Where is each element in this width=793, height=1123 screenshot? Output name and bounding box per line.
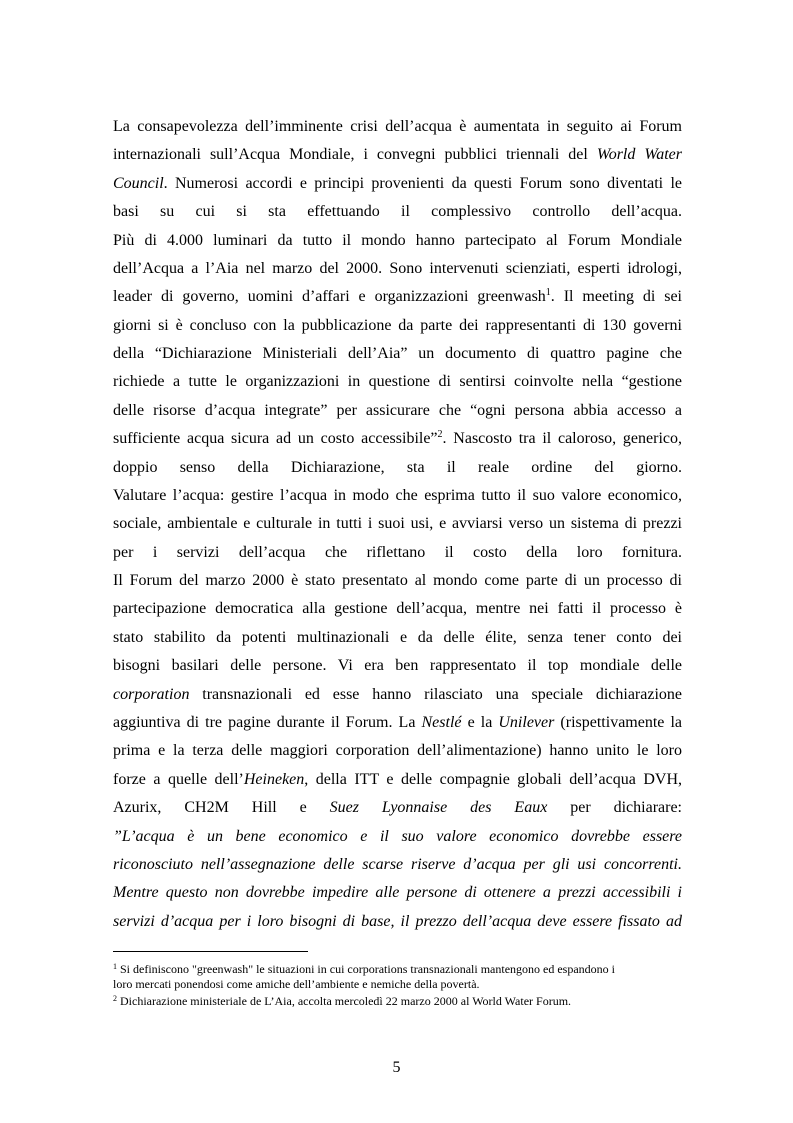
text-run: giorni si è concluso con la pubblicazione da parte dei rappresentanti di 130 governi bbox=[113, 316, 682, 334]
body-line bbox=[113, 401, 682, 421]
footnote-line bbox=[113, 962, 682, 977]
page-number: 5 bbox=[392, 1059, 401, 1076]
text-run: della “Dichiarazione Ministeriali dell’Aia” un documento di quattro pagine che bbox=[113, 345, 682, 363]
text-run: Più di 4.000 luminari da tutto il mondo hanno partecipato al Forum Mondiale bbox=[113, 231, 682, 249]
footnote-line bbox=[113, 994, 682, 1009]
body-line bbox=[113, 316, 682, 336]
body-line bbox=[113, 798, 682, 818]
italic-text: Heineken bbox=[243, 770, 305, 788]
text-run: . Numerosi accordi e principi provenienti da questi Forum sono diventati le bbox=[163, 174, 682, 192]
text-run: prima e la terza delle maggiori corporation dell’alimentazione) hanno unito le loro bbox=[113, 742, 682, 760]
text-run: forze a quelle dell’ bbox=[113, 770, 244, 788]
italic-text: Mentre questo non dovrebbe impedire alle persone di ottenere a prezzi accessibili i bbox=[113, 884, 682, 902]
text-run: basi su cui si sta effettuando il complessivo controllo dell’acqua. bbox=[113, 203, 682, 221]
text-run: partecipazione democratica alla gestione dell’acqua, mentre nei fatti il processo è bbox=[113, 600, 682, 618]
body-line bbox=[113, 599, 682, 619]
text-run: sufficiente acqua sicura ad un costo accessibile” bbox=[113, 430, 438, 448]
italic-text: Nestlé bbox=[421, 713, 462, 731]
text-run: sociale, ambientale e culturale in tutti i suoi usi, e avviarsi verso un sistema di prezzi bbox=[113, 515, 682, 533]
body-line bbox=[113, 372, 682, 392]
italic-text: servizi d’acqua per i loro bisogni di base, il prezzo dell’acqua deve essere fissato ad bbox=[113, 912, 682, 930]
text-run: Il Forum del marzo 2000 è stato presentato al mondo come parte di un processo di bbox=[113, 572, 682, 590]
body-line bbox=[113, 202, 682, 222]
body-line bbox=[113, 741, 682, 761]
body-line bbox=[113, 117, 682, 137]
body-line bbox=[113, 543, 682, 563]
text-run: Dichiarazione ministeriale de L’Aia, accolta mercoledì 22 marzo 2000 al World Water Forum. bbox=[117, 994, 572, 1008]
body-line bbox=[113, 770, 682, 790]
text-run: stato stabilito da potenti multinazionali e da delle élite, senza tener conto dei bbox=[113, 628, 682, 646]
body-line bbox=[113, 827, 682, 847]
text-run: Valutare l’acqua: gestire l’acqua in modo che esprima tutto il suo valore economico, bbox=[113, 486, 682, 504]
body-line bbox=[113, 912, 682, 932]
body-line bbox=[113, 429, 682, 449]
text-run: leader di governo, uomini d’affari e organizzazioni greenwash bbox=[113, 288, 546, 306]
italic-text: ”L’acqua è un bene economico e il suo valore economico dovrebbe essere bbox=[113, 827, 682, 845]
text-run: transnazionali ed esse hanno rilasciato una speciale dichiarazione bbox=[189, 685, 682, 703]
footnote-ref: 2 bbox=[113, 994, 117, 1003]
text-run: internazionali sull’Acqua Mondiale, i convegni pubblici triennali del bbox=[113, 146, 597, 164]
text-run: . Il meeting di sei bbox=[550, 288, 683, 306]
italic-text: World Water bbox=[596, 146, 683, 164]
text-run: La consapevolezza dell’imminente crisi dell’acqua è aumentata in seguito ai Forum bbox=[113, 118, 682, 135]
body-line bbox=[113, 486, 682, 506]
body-line bbox=[113, 855, 682, 875]
text-run: Si definiscono "greenwash" le situazioni in cui corporations transnazionali mantengono ed espandono i bbox=[117, 962, 616, 976]
text-run: bisogni basilari delle persone. Vi era ben rappresentato il top mondiale delle bbox=[113, 657, 682, 675]
text-run: delle risorse d’acqua integrate” per assicurare che “ogni persona abbia accesso a bbox=[113, 401, 682, 419]
text-run: . Nascosto tra il caloroso, generico, bbox=[442, 430, 683, 448]
footnote-ref: 1 bbox=[113, 962, 117, 971]
body-line bbox=[113, 344, 682, 364]
body-line bbox=[113, 174, 682, 194]
text-run: per i servizi dell’acqua che riflettano il costo della loro fornitura. bbox=[113, 543, 682, 561]
text-run: (rispettivamente la bbox=[554, 713, 683, 731]
body-line bbox=[113, 514, 682, 534]
text-run: , della ITT e delle compagnie globali dell’acqua DVH, bbox=[304, 770, 683, 788]
italic-text: Council bbox=[113, 174, 164, 192]
text-run: Azurix, CH2M Hill e bbox=[113, 799, 330, 817]
body-line bbox=[113, 287, 682, 307]
body-line bbox=[113, 656, 682, 676]
text-run: richiede a tutte le organizzazioni in questione di sentirsi coinvolte nella “gestione bbox=[113, 373, 682, 391]
text-run: doppio senso della Dichiarazione, sta il reale ordine del giorno. bbox=[113, 458, 682, 476]
italic-text: riconosciuto nell’assegnazione delle scarse riserve d’acqua per gli usi concorrenti. bbox=[113, 855, 682, 873]
italic-text: Unilever bbox=[498, 713, 555, 731]
body-line bbox=[113, 231, 682, 251]
body-line bbox=[113, 713, 682, 733]
text-run: e la bbox=[461, 713, 499, 731]
body-line bbox=[113, 685, 682, 705]
italic-text: Suez Lyonnaise des Eaux bbox=[329, 799, 548, 817]
text-run: per dichiarare: bbox=[547, 799, 683, 817]
text-run: loro mercati ponendosi come amiche dell’ambiente e nemiche della povertà. bbox=[113, 977, 480, 991]
body-line bbox=[113, 458, 682, 478]
body-line bbox=[113, 628, 682, 648]
body-line bbox=[113, 259, 682, 279]
text-run: dell’Acqua a l’Aia nel marzo del 2000. Sono intervenuti scienziati, esperti idrologi, bbox=[113, 259, 682, 277]
body-line bbox=[113, 571, 682, 591]
footnote-separator bbox=[113, 951, 308, 952]
footnote-ref: 2 bbox=[437, 429, 443, 441]
text-run: aggiuntiva di tre pagine durante il Forum. La bbox=[113, 713, 422, 731]
italic-text: corporation bbox=[113, 685, 190, 703]
footnote-line bbox=[113, 977, 682, 992]
footnote-ref: 1 bbox=[545, 287, 551, 299]
body-line bbox=[113, 883, 682, 903]
body-line bbox=[113, 145, 682, 165]
